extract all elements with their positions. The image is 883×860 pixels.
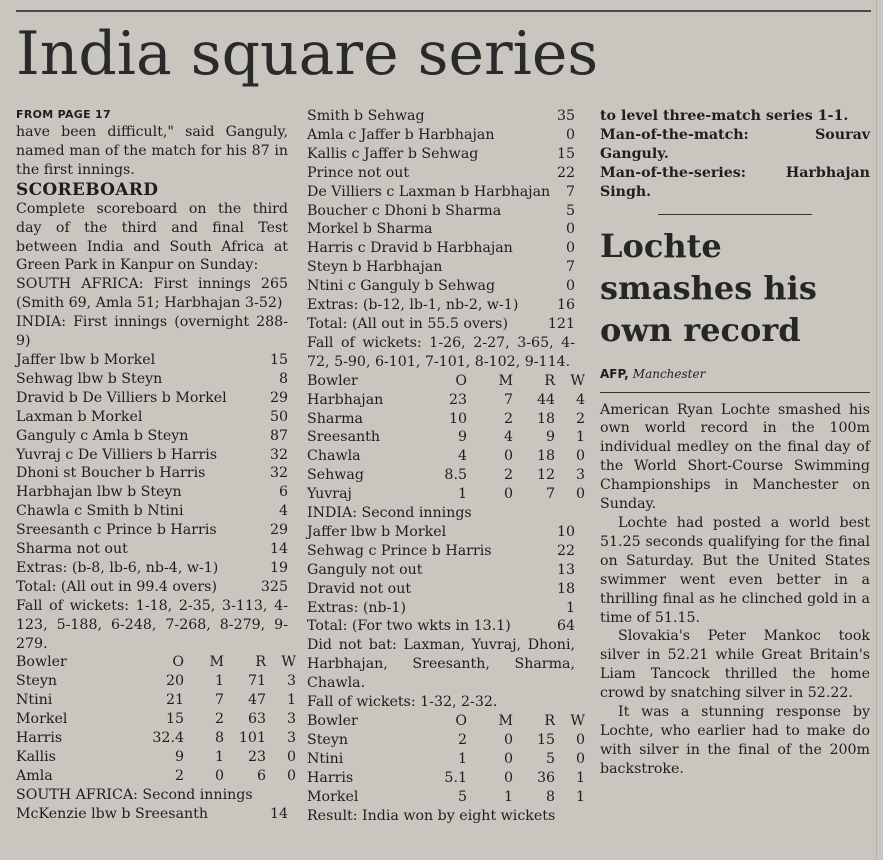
batting-row: Chawla c Smith b Ntini 4 (16, 503, 288, 520)
batting-row: Laxman b Morkel 50 (16, 408, 288, 425)
bowling-row: Steyn 20 1 71 3 (16, 673, 296, 690)
batting-row: Ganguly not out 13 (307, 561, 575, 578)
batting-row: Dravid b De Villiers b Morkel 29 (16, 389, 288, 406)
bowling-row: Harbhajan 23 7 44 4 (307, 391, 585, 408)
bowling-header-row: Bowler O M R W (307, 372, 585, 389)
bowling-row: Steyn 2 0 15 0 (307, 731, 585, 748)
batting-row: Morkel b Sharma 0 (307, 221, 575, 238)
sa-first-innings: SOUTH AFRICA: First innings 265 (Smith 69, Amla 51; Harbhajan 3-52) (16, 276, 288, 312)
byline (600, 365, 870, 384)
batting-row: Boucher c Dhoni b Sharma 5 (307, 202, 575, 219)
batting-row: McKenzie lbw b Sreesanth 14 (16, 805, 288, 822)
batting-row: Jaffer lbw b Morkel 10 (307, 523, 575, 540)
batting-row: Dravid not out 18 (307, 580, 575, 597)
match-result: Result: India won by eight wickets (307, 807, 556, 824)
total-row: Total: (For two wkts in 13.1) 64 (307, 618, 575, 635)
man-of-the-series: Man-of-the-series: Harbhajan Singh. (600, 164, 870, 200)
bowling-row: Kallis 9 1 23 0 (16, 749, 296, 765)
batting-list-india-first (16, 351, 288, 597)
bowling-row: Sreesanth 9 4 9 1 (307, 429, 585, 446)
article-paragraph: Lochte had posted a world best 51.25 seconds qualifying for the final on Saturday. But the United States swimmer went even better in a thrilling final as he clinched gold in a time of 51.15. (600, 514, 870, 626)
batting-row: Smith b Sehwag 35 (307, 108, 575, 124)
bowling-row: Ntini 21 7 47 1 (16, 692, 296, 709)
india-second-innings: INDIA: Second innings (307, 505, 472, 522)
batting-row: Kallis c Jaffer b Sehwag 15 (307, 145, 575, 162)
bowling-table-india (307, 372, 585, 504)
bowling-row: Sharma 10 2 18 2 (307, 410, 585, 427)
bowling-row: Harris 32.4 8 101 3 (16, 730, 296, 747)
article-paragraph: It was a stunning response by Lochte, who earlier had to make do with silver in the final of the 200m backstroke. (600, 704, 870, 777)
scoreboard-intro: Complete scoreboard on the third day of the third and final Test between India and South Africa at Green Park in Kanpur on Sunday: (16, 200, 288, 274)
sa-second-innings: SOUTH AFRICA: Second innings (16, 786, 253, 803)
series-result-line: to level three-match series 1-1. (600, 108, 849, 124)
bowling-row: Yuvraj 1 0 7 0 (307, 486, 585, 503)
scoreboard-heading: SCOREBOARD (16, 179, 159, 200)
bowling-header-row: Bowler O M R W (307, 713, 585, 729)
bowling-row: Amla 2 0 6 0 (16, 767, 296, 784)
bowling-table-sa-second (307, 712, 585, 807)
fall-of-wickets: Fall of wickets: 1-18, 2-35, 3-113, 4-123, 5-188, 6-248, 7-268, 8-279, 9-279. (16, 597, 288, 652)
man-of-the-match: Man-of-the-match: Sourav Ganguly. (600, 126, 870, 162)
byline-rule (600, 392, 870, 393)
byline-city: Manchester (632, 366, 706, 381)
bowling-header-row: Bowler O M R W (16, 654, 296, 671)
batting-list-sa-second (307, 107, 575, 334)
extras-row: Extras: (nb-1) 1 (307, 599, 575, 616)
bowling-row: Ntini 1 0 5 0 (307, 750, 585, 767)
batting-row: Sharma not out 14 (16, 541, 288, 558)
bowling-row: Chawla 4 0 18 0 (307, 448, 585, 465)
batting-row: Jaffer lbw b Morkel 15 (16, 351, 288, 368)
batting-row: Harbhajan lbw b Steyn 6 (16, 484, 288, 501)
batting-row: Ntini c Ganguly b Sehwag 0 (307, 278, 575, 295)
extras-row: Extras: (b-8, lb-6, nb-4, w-1) 19 (16, 559, 288, 576)
byline-agency: AFP, (600, 366, 629, 381)
batting-row: Amla c Jaffer b Harbhajan 0 (307, 126, 575, 143)
batting-row: Prince not out 22 (307, 164, 575, 181)
article-paragraph: Slovakia's Peter Mankoc took silver in 52.21 while Great Britain's Liam Tancock thrilled the home crowd by snatching silver in 52.22. (600, 628, 870, 702)
bowling-row: Harris 5.1 0 36 1 (307, 769, 585, 786)
column-3 (600, 107, 870, 779)
batting-list-india-second (307, 523, 575, 636)
batting-row: Dhoni st Boucher b Harris 32 (16, 465, 288, 482)
batting-row: Ganguly c Amla b Steyn 87 (16, 427, 288, 444)
batting-row: De Villiers c Laxman b Harbhajan 7 (307, 183, 575, 200)
fall-of-wickets: Fall of wickets: 1-26, 2-27, 3-65, 4-72, 5-90, 6-101, 7-101, 8-102, 9-114. (307, 334, 575, 370)
headline: India square series (16, 19, 599, 89)
total-row: Total: (All out in 99.4 overs) 325 (16, 578, 288, 595)
intro-text: have been difficult," said Ganguly, named man of the match for his 87 in the first innings. (16, 124, 288, 178)
page-edge-rule (876, 0, 877, 860)
batting-row: Yuvraj c De Villiers b Harris 32 (16, 446, 288, 463)
fall-of-wickets: Fall of wickets: 1-32, 2-32. (307, 694, 498, 711)
article-headline: Lochte smashes his own record (600, 226, 817, 349)
column-2 (307, 107, 585, 825)
bowling-row: Morkel 15 2 63 3 (16, 711, 296, 728)
batting-row: Sreesanth c Prince b Harris 29 (16, 522, 288, 539)
top-rule (16, 10, 871, 12)
column-1 (16, 107, 296, 824)
did-not-bat: Did not bat: Laxman, Yuvraj, Dhoni, Harbhajan, Sreesanth, Sharma, Chawla. (307, 637, 575, 692)
bowling-row: Morkel 5 1 8 1 (307, 788, 585, 805)
extras-row: Extras: (b-12, lb-1, nb-2, w-1) 16 (307, 297, 575, 314)
article-separator (658, 214, 812, 215)
bowling-row: Sehwag 8.5 2 12 3 (307, 467, 585, 484)
batting-row: Steyn b Harbhajan 7 (307, 259, 575, 276)
batting-row: Sehwag lbw b Steyn 8 (16, 370, 288, 387)
batting-row: Sehwag c Prince b Harris 22 (307, 542, 575, 559)
article-paragraph: American Ryan Lochte smashed his own world record in the 100m individual medley on the final day of the World Short-Course Swimming Championships in Manchester on Sunday. (600, 401, 870, 513)
batting-row: Harris c Dravid b Harbhajan 0 (307, 240, 575, 257)
from-page-label: FROM PAGE 17 (16, 108, 111, 121)
total-row: Total: (All out in 55.5 overs) 121 (307, 315, 575, 332)
bowling-table-sa (16, 653, 296, 785)
india-first-innings: INDIA: First innings (overnight 288-9) (16, 314, 288, 350)
